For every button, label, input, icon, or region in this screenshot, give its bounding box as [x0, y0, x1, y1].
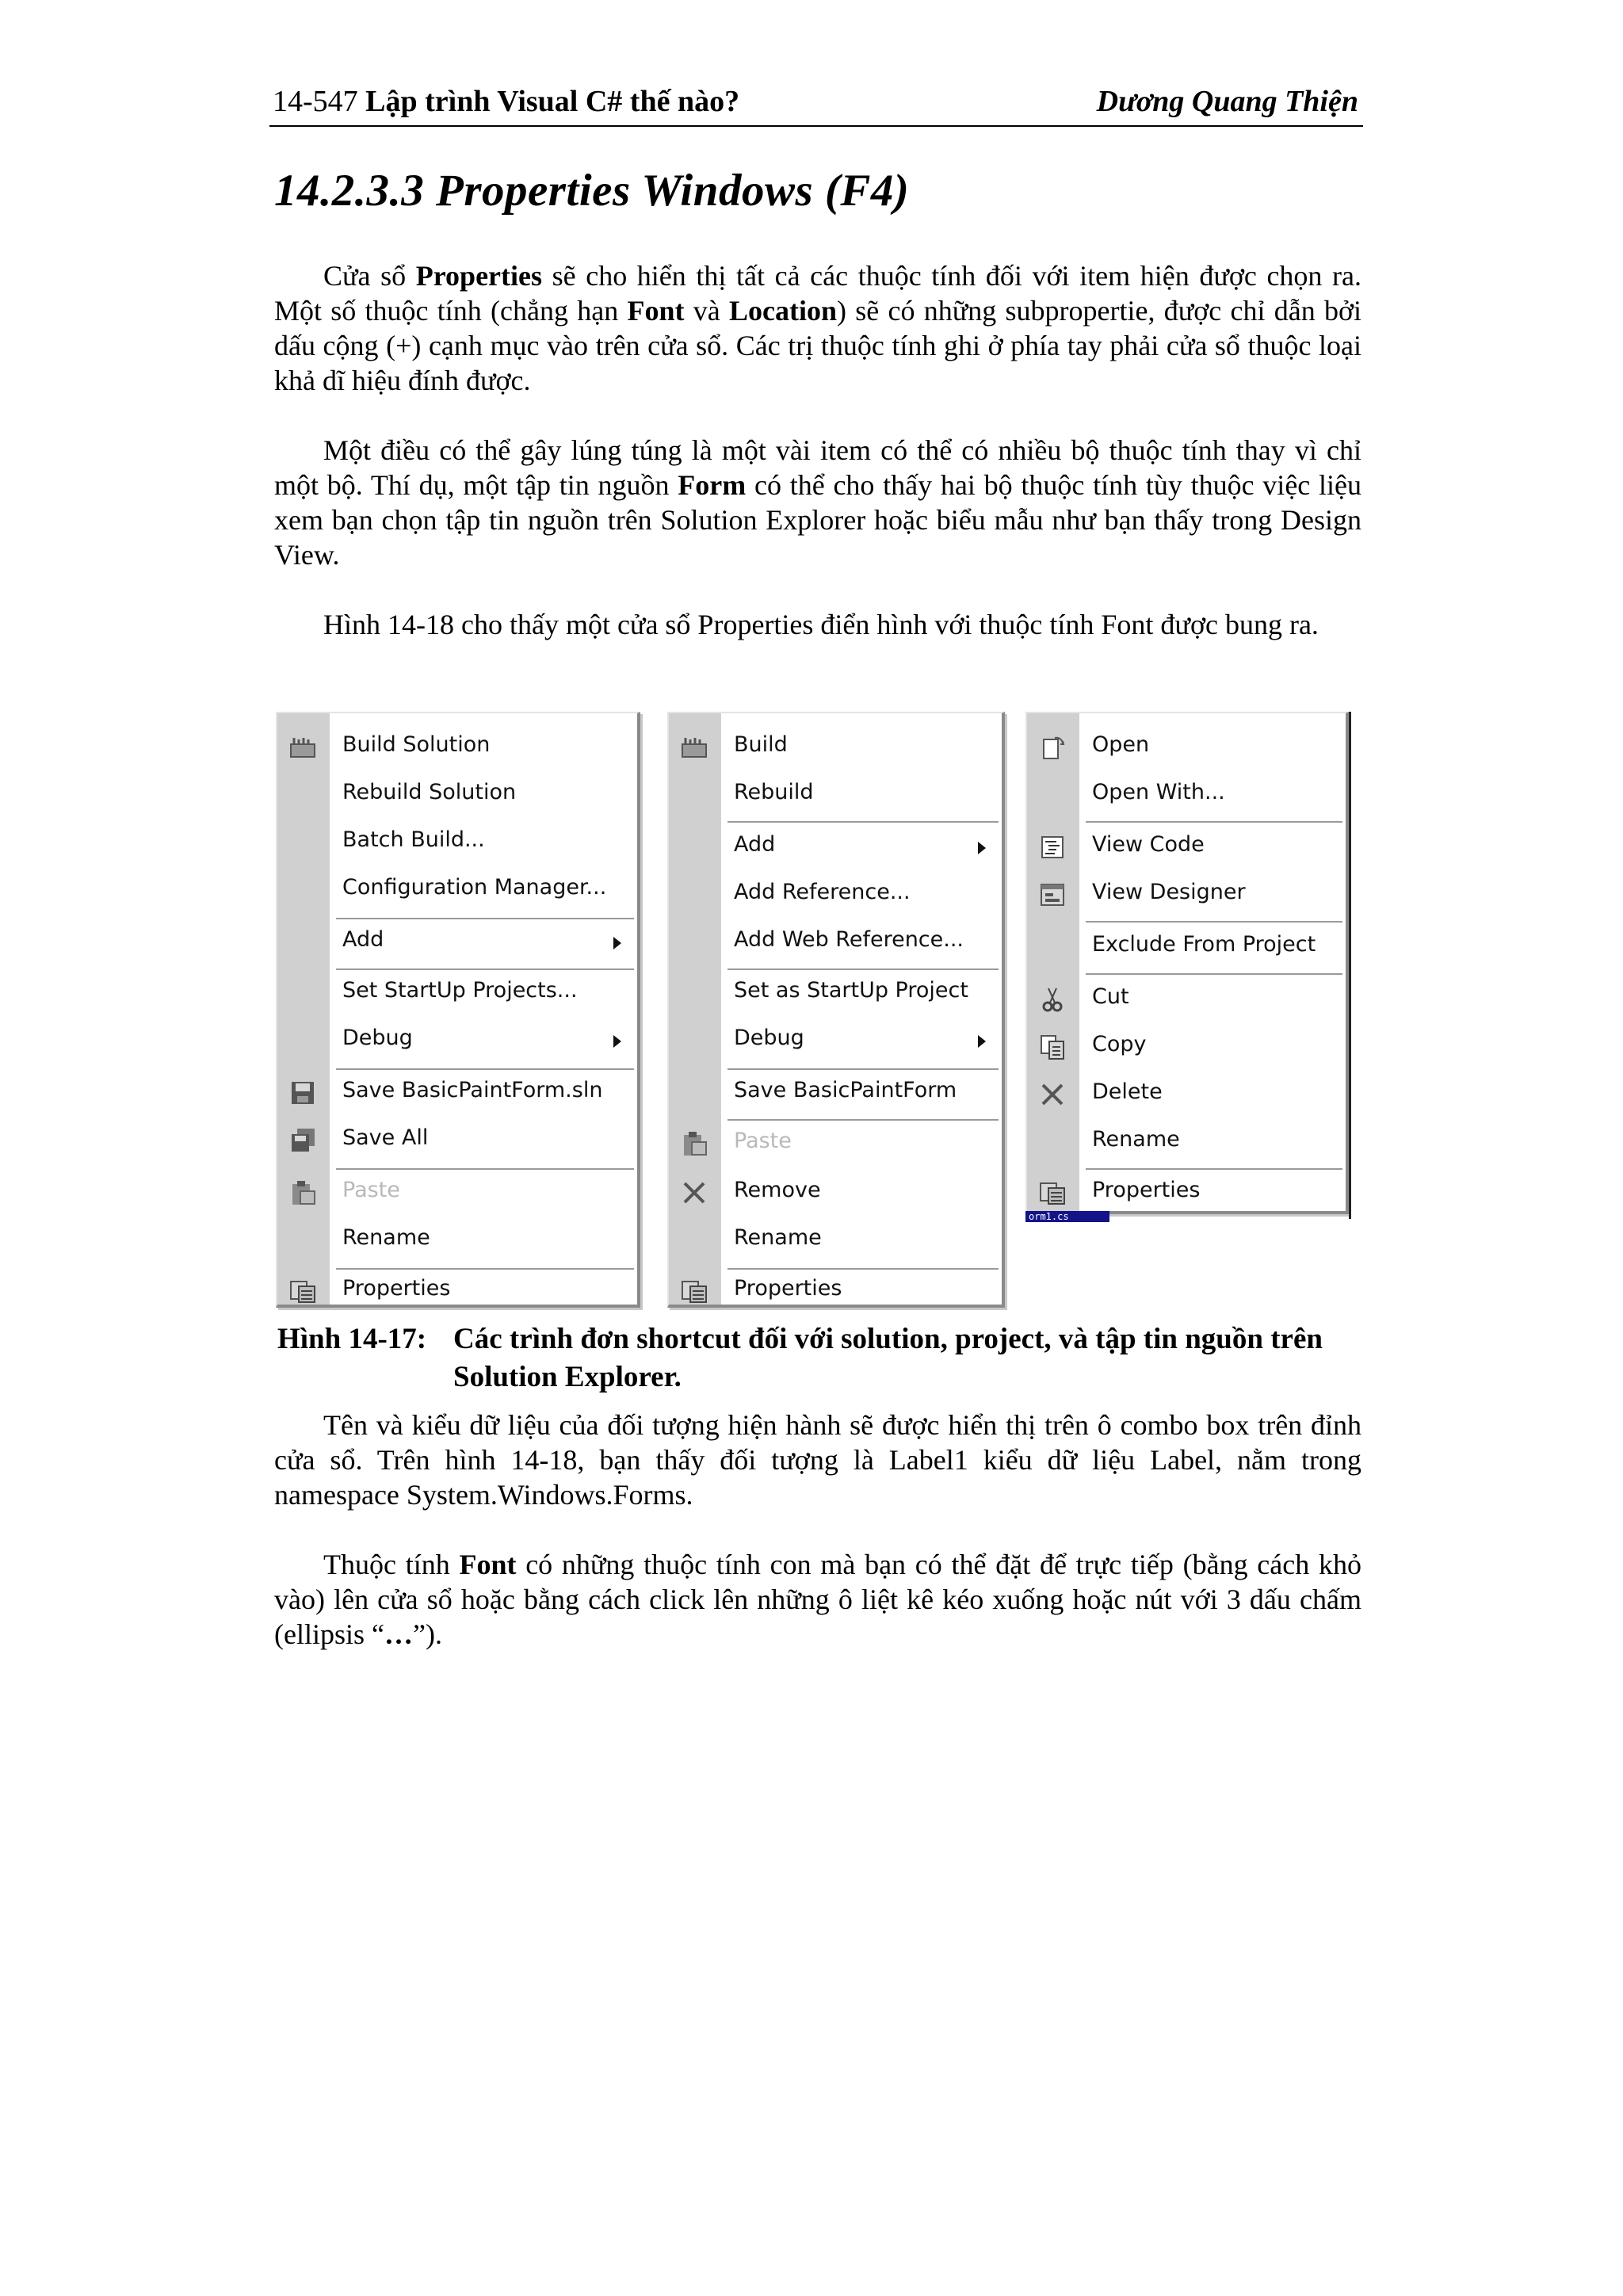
- submenu-arrow-icon: [613, 1035, 621, 1048]
- menu-item-save-solution[interactable]: [277, 1070, 637, 1117]
- view-code-icon: [1039, 835, 1066, 860]
- menu-item-configuration-manager[interactable]: [277, 867, 637, 915]
- menu-item-label: Properties: [1092, 1178, 1201, 1202]
- menu-item-label: Save BasicPaintForm.sln: [342, 1078, 603, 1102]
- bold-term: …: [384, 1618, 413, 1650]
- menu-item-label: Rebuild: [734, 780, 814, 804]
- menu-item-label: Build Solution: [342, 732, 491, 757]
- menu-item-debug[interactable]: [669, 1018, 1002, 1065]
- running-header: [269, 76, 1363, 127]
- caption-text: Các trình đơn shortcut đối với solution, project, và tập tin nguồn trên Solution Explorer.: [453, 1323, 1323, 1393]
- menu-item-label: Debug: [342, 1026, 413, 1050]
- author-name: Dương Quang Thiện: [1096, 85, 1358, 118]
- menu-item-label: Rename: [1092, 1127, 1180, 1152]
- menu-item-rename[interactable]: [1027, 1119, 1346, 1167]
- menu-item-label: Build: [734, 732, 788, 757]
- menu-item-paste[interactable]: [669, 1121, 1002, 1168]
- menu-item-label: Cut: [1092, 984, 1129, 1009]
- paste-icon: [681, 1131, 708, 1156]
- menu-item-set-startup-projects[interactable]: [277, 970, 637, 1018]
- solution-context-menu: [276, 712, 640, 1308]
- menu-item-label: Remove: [734, 1178, 821, 1202]
- menu-item-label: Exclude From Project: [1092, 932, 1316, 957]
- book-title: Lập trình Visual C# thế nào?: [365, 85, 740, 118]
- menu-item-view-code[interactable]: [1027, 824, 1346, 872]
- menu-item-add[interactable]: [669, 824, 1002, 872]
- paragraph-properties-intro: [274, 258, 1361, 398]
- menu-item-rebuild[interactable]: [669, 772, 1002, 819]
- menu-item-view-designer[interactable]: [1027, 872, 1346, 919]
- menu-item-label: Delete: [1092, 1079, 1163, 1104]
- menu-item-add-web-reference[interactable]: [669, 919, 1002, 967]
- menu-item-save-all[interactable]: [277, 1117, 637, 1165]
- window-edge: [1349, 712, 1351, 1219]
- bold-term: Form: [678, 469, 747, 501]
- solution-explorer-file-strip: orm1.cs: [1025, 1211, 1109, 1222]
- menu-item-add[interactable]: [277, 919, 637, 967]
- paragraph-combo-box: [274, 1408, 1361, 1512]
- menu-item-label: Properties: [342, 1276, 451, 1301]
- menu-item-save-project[interactable]: [669, 1070, 1002, 1117]
- menu-item-label: Add Reference...: [734, 880, 911, 904]
- properties-icon: [289, 1278, 316, 1304]
- menu-item-label: Paste: [342, 1178, 400, 1202]
- menu-item-label: Rename: [342, 1225, 430, 1250]
- menu-item-copy[interactable]: [1027, 1024, 1346, 1072]
- text-run: có những thuộc tính con mà bạn có thể đặt để trực tiếp (bằng cách khỏ vào) lên cửa sổ hoặc bằng cách click lên những ô liệt kê kéo xuống hoặc nút với 3 dấu chấm (ellipsis “: [274, 1549, 1361, 1650]
- menu-item-open-with[interactable]: [1027, 772, 1346, 819]
- properties-icon: [681, 1278, 708, 1304]
- menu-item-set-as-startup-project[interactable]: [669, 970, 1002, 1018]
- menu-item-label: Add: [734, 832, 776, 857]
- menu-item-label: Add: [342, 927, 384, 952]
- text-run: Thuộc tính: [323, 1549, 460, 1580]
- menu-item-rename[interactable]: [277, 1217, 637, 1265]
- menu-item-cut[interactable]: [1027, 976, 1346, 1024]
- caption-number: Hình 14-17:: [277, 1323, 427, 1355]
- menu-item-label: Open: [1092, 732, 1150, 757]
- menu-item-label: Rename: [734, 1225, 822, 1250]
- menu-item-label: Debug: [734, 1026, 804, 1050]
- menu-item-paste[interactable]: [277, 1170, 637, 1217]
- menu-item-label: Properties: [734, 1276, 842, 1301]
- text-run: và: [684, 295, 729, 327]
- menu-item-add-reference[interactable]: [669, 872, 1002, 919]
- menu-item-label: Save BasicPaintForm: [734, 1078, 957, 1102]
- paste-icon: [289, 1180, 316, 1205]
- delete-icon: [1039, 1082, 1066, 1107]
- project-context-menu: [667, 712, 1005, 1308]
- build-icon: [289, 735, 316, 760]
- bold-term: Location: [728, 295, 837, 327]
- menu-item-exclude-from-project[interactable]: [1027, 924, 1346, 972]
- menu-item-properties[interactable]: [669, 1268, 1002, 1316]
- submenu-arrow-icon: [978, 842, 986, 854]
- menu-item-label: Set as StartUp Project: [734, 978, 968, 1003]
- save-icon: [289, 1080, 316, 1106]
- paragraph-font-subproperties: [274, 1547, 1361, 1652]
- menu-item-rebuild-solution[interactable]: [277, 772, 637, 819]
- menu-item-label: Open With...: [1092, 780, 1225, 804]
- menu-item-label: Rebuild Solution: [342, 780, 517, 804]
- menu-item-open[interactable]: [1027, 724, 1346, 772]
- menu-item-debug[interactable]: [277, 1018, 637, 1065]
- bold-term: Font: [459, 1549, 517, 1580]
- menu-item-delete[interactable]: [1027, 1072, 1346, 1119]
- bold-term: Font: [627, 295, 685, 327]
- text-run: có thể cho thấy hai bộ thuộc tính tùy thuộc việc liệu xem bạn chọn tập tin nguồn trên Solution Explorer hoặc biểu mẫu như bạn thấy trong Design View.: [274, 469, 1361, 571]
- text-run: sẽ cho hiển thị tất cả các thuộc tính đối với item hiện được chọn ra. Một số thuộc tính (chẳng hạn: [274, 260, 1361, 327]
- menu-item-label: Add Web Reference...: [734, 927, 964, 952]
- text-run: Cửa sổ: [323, 260, 416, 292]
- menu-item-properties[interactable]: [277, 1268, 637, 1316]
- save-all-icon: [289, 1128, 316, 1153]
- menu-item-rename[interactable]: [669, 1217, 1002, 1265]
- menu-item-label: Configuration Manager...: [342, 875, 607, 900]
- header-left: [273, 76, 739, 127]
- page-number: 14-547: [273, 85, 358, 118]
- menu-item-build[interactable]: [669, 724, 1002, 772]
- properties-icon: [1039, 1180, 1066, 1205]
- view-designer-icon: [1039, 882, 1066, 907]
- section-title: 14.2.3.3 Properties Windows (F4): [274, 166, 910, 216]
- cut-icon: [1039, 987, 1066, 1012]
- bold-term: Properties: [415, 260, 543, 292]
- menu-item-label: Set StartUp Projects...: [342, 978, 578, 1003]
- menu-item-label: Batch Build...: [342, 827, 485, 852]
- menu-item-properties[interactable]: [1027, 1170, 1346, 1217]
- submenu-arrow-icon: [978, 1035, 986, 1048]
- submenu-arrow-icon: [613, 937, 621, 949]
- copy-icon: [1039, 1034, 1066, 1060]
- text-run: Tên và kiểu dữ liệu của đối tượng hiện hành sẽ được hiển thị trên ô combo box trên đỉnh cửa sổ. Trên hình 14-18, bạn thấy đối tượng là Label1 kiểu dữ liệu Label, nằm trong namespace System.Windows.Forms.: [274, 1409, 1361, 1511]
- text-run: ”).: [412, 1618, 442, 1650]
- menu-item-build-solution[interactable]: [277, 724, 637, 772]
- menu-item-label: Paste: [734, 1129, 792, 1153]
- file-context-menu: [1025, 712, 1349, 1214]
- paragraph-multiple-property-sets: [274, 433, 1361, 572]
- text-run: Một điều có thể gây lúng túng là một vài item có thể có nhiều bộ thuộc tính thay vì chỉ một bộ. Thí dụ, một tập tin nguồn: [274, 434, 1361, 501]
- remove-icon: [681, 1180, 708, 1205]
- text-run: ) sẽ có những subpropertie, được chỉ dẫn bởi dấu cộng (+) cạnh mục vào trên cửa sổ. Các trị thuộc tính ghi ở phía tay phải cửa sổ thuộc loại khả dĩ hiệu đính được.: [274, 295, 1361, 396]
- menu-item-label: Save All: [342, 1125, 429, 1150]
- menu-item-batch-build[interactable]: [277, 819, 637, 867]
- menu-item-remove[interactable]: [669, 1170, 1002, 1217]
- open-icon: [1039, 735, 1066, 760]
- text-run: Hình 14-18 cho thấy một cửa sổ Properties điển hình với thuộc tính Font được bung ra.: [323, 609, 1319, 640]
- menu-item-label: View Code: [1092, 832, 1205, 857]
- menu-item-label: View Designer: [1092, 880, 1246, 904]
- menu-item-label: Copy: [1092, 1032, 1147, 1056]
- paragraph-figure-reference: [274, 607, 1361, 642]
- build-icon: [681, 735, 708, 760]
